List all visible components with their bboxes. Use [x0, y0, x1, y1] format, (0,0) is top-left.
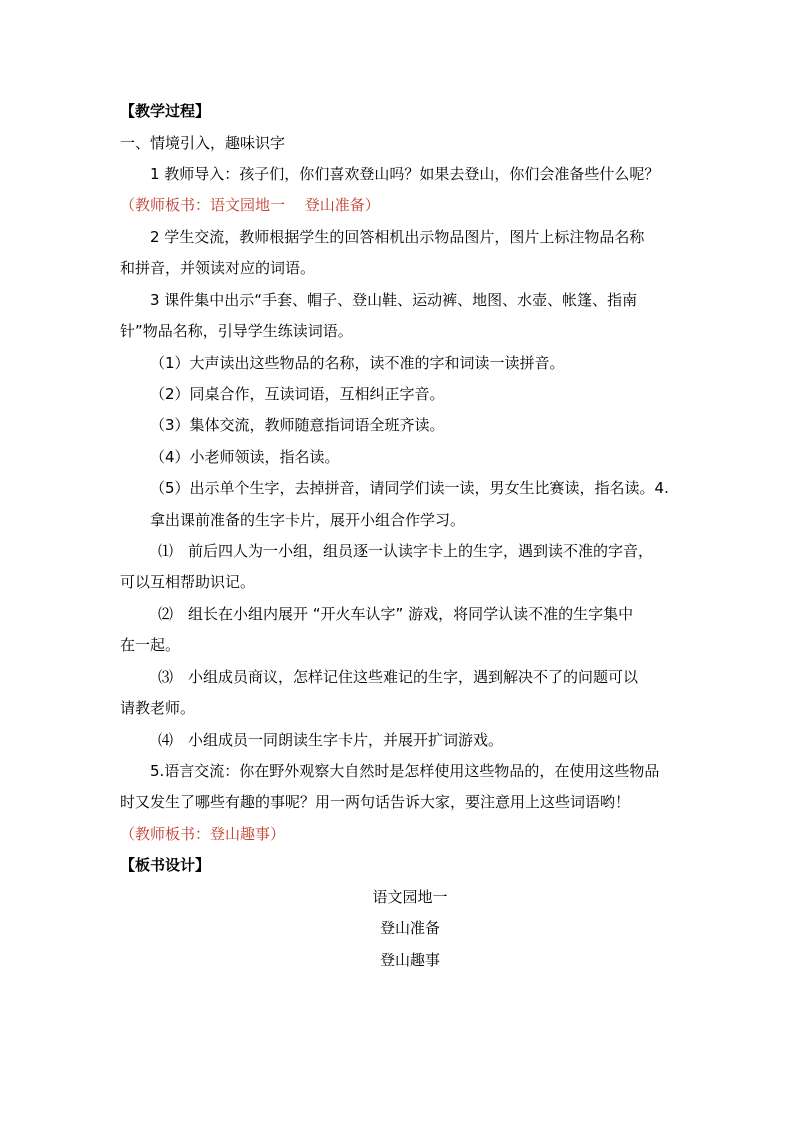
group-step-2-line-1: ⑵ 组长在小组内展开 “开火车认字” 游戏，将同学认读不准的生字集中 — [158, 605, 634, 623]
group-step-4: ⑷ 小组成员一同朗读生字卡片，并展开扩词游戏。 — [158, 731, 504, 749]
step-3: （3）集体交流，教师随意指词语全班齐读。 — [150, 416, 445, 434]
step-5: （5）出示单个生字，去掉拼音，请同学们读一读，男女生比赛读，指名读。4. — [150, 479, 669, 497]
paragraph-5-line-1: 5.语言交流：你在野外观察大自然时是怎样使用这些物品的，在使用这些物品 — [150, 762, 660, 780]
board-design-line-3: 登山趣事 — [379, 951, 440, 969]
board-note-2: （教师板书：登山趣事） — [120, 825, 286, 843]
paragraph-3-line-2: 针”物品名称，引导学生练读词语。 — [120, 322, 353, 340]
paragraph-2-line-1: 2 学生交流，教师根据学生的回答相机出示物品图片，图片上标注物品名称 — [150, 228, 645, 246]
group-step-1-line-2: 可以互相帮助识记。 — [120, 573, 256, 591]
section-title: 【教学过程】 — [120, 102, 211, 120]
paragraph-2-line-2: 和拼音，并领读对应的词语。 — [120, 259, 316, 277]
group-step-3-line-1: ⑶ 小组成员商议，怎样记住这些难记的生字，遇到解决不了的问题可以 — [158, 668, 639, 686]
step-1: （1）大声读出这些物品的名称，读不准的字和词读一读拼音。 — [150, 354, 565, 372]
board-design-line-1: 语文园地一 — [372, 888, 448, 906]
group-step-2-line-2: 在一起。 — [120, 636, 181, 654]
step-4: （4）小老师领读，指名读。 — [150, 448, 340, 466]
board-design-line-2: 登山准备 — [379, 919, 440, 937]
paragraph-4: 拿出课前准备的生字卡片，展开小组合作学习。 — [150, 511, 466, 529]
board-design-title: 【板书设计】 — [120, 856, 211, 874]
paragraph-3-line-1: 3 课件集中出示“手套、帽子、登山鞋、运动裤、地图、水壶、帐篷、指南 — [150, 291, 638, 309]
group-step-1-line-1: ⑴ 前后四人为一小组，组员逐一认读字卡上的生字，遇到读不准的字音， — [158, 542, 654, 560]
step-2: （2）同桌合作，互读词语，互相纠正字音。 — [150, 385, 445, 403]
paragraph-5-line-2: 时又发生了哪些有趣的事呢？用一两句话告诉大家，要注意用上这些词语哟！ — [120, 793, 631, 811]
paragraph-1: 1 教师导入：孩子们，你们喜欢登山吗？如果去登山，你们会准备些什么呢？ — [150, 165, 660, 183]
board-note-1: （教师板书：语文园地一 登山准备） — [120, 196, 380, 214]
group-step-3-line-2: 请教老师。 — [120, 699, 196, 717]
part-one-heading: 一、情境引入，趣味识字 — [120, 134, 286, 152]
